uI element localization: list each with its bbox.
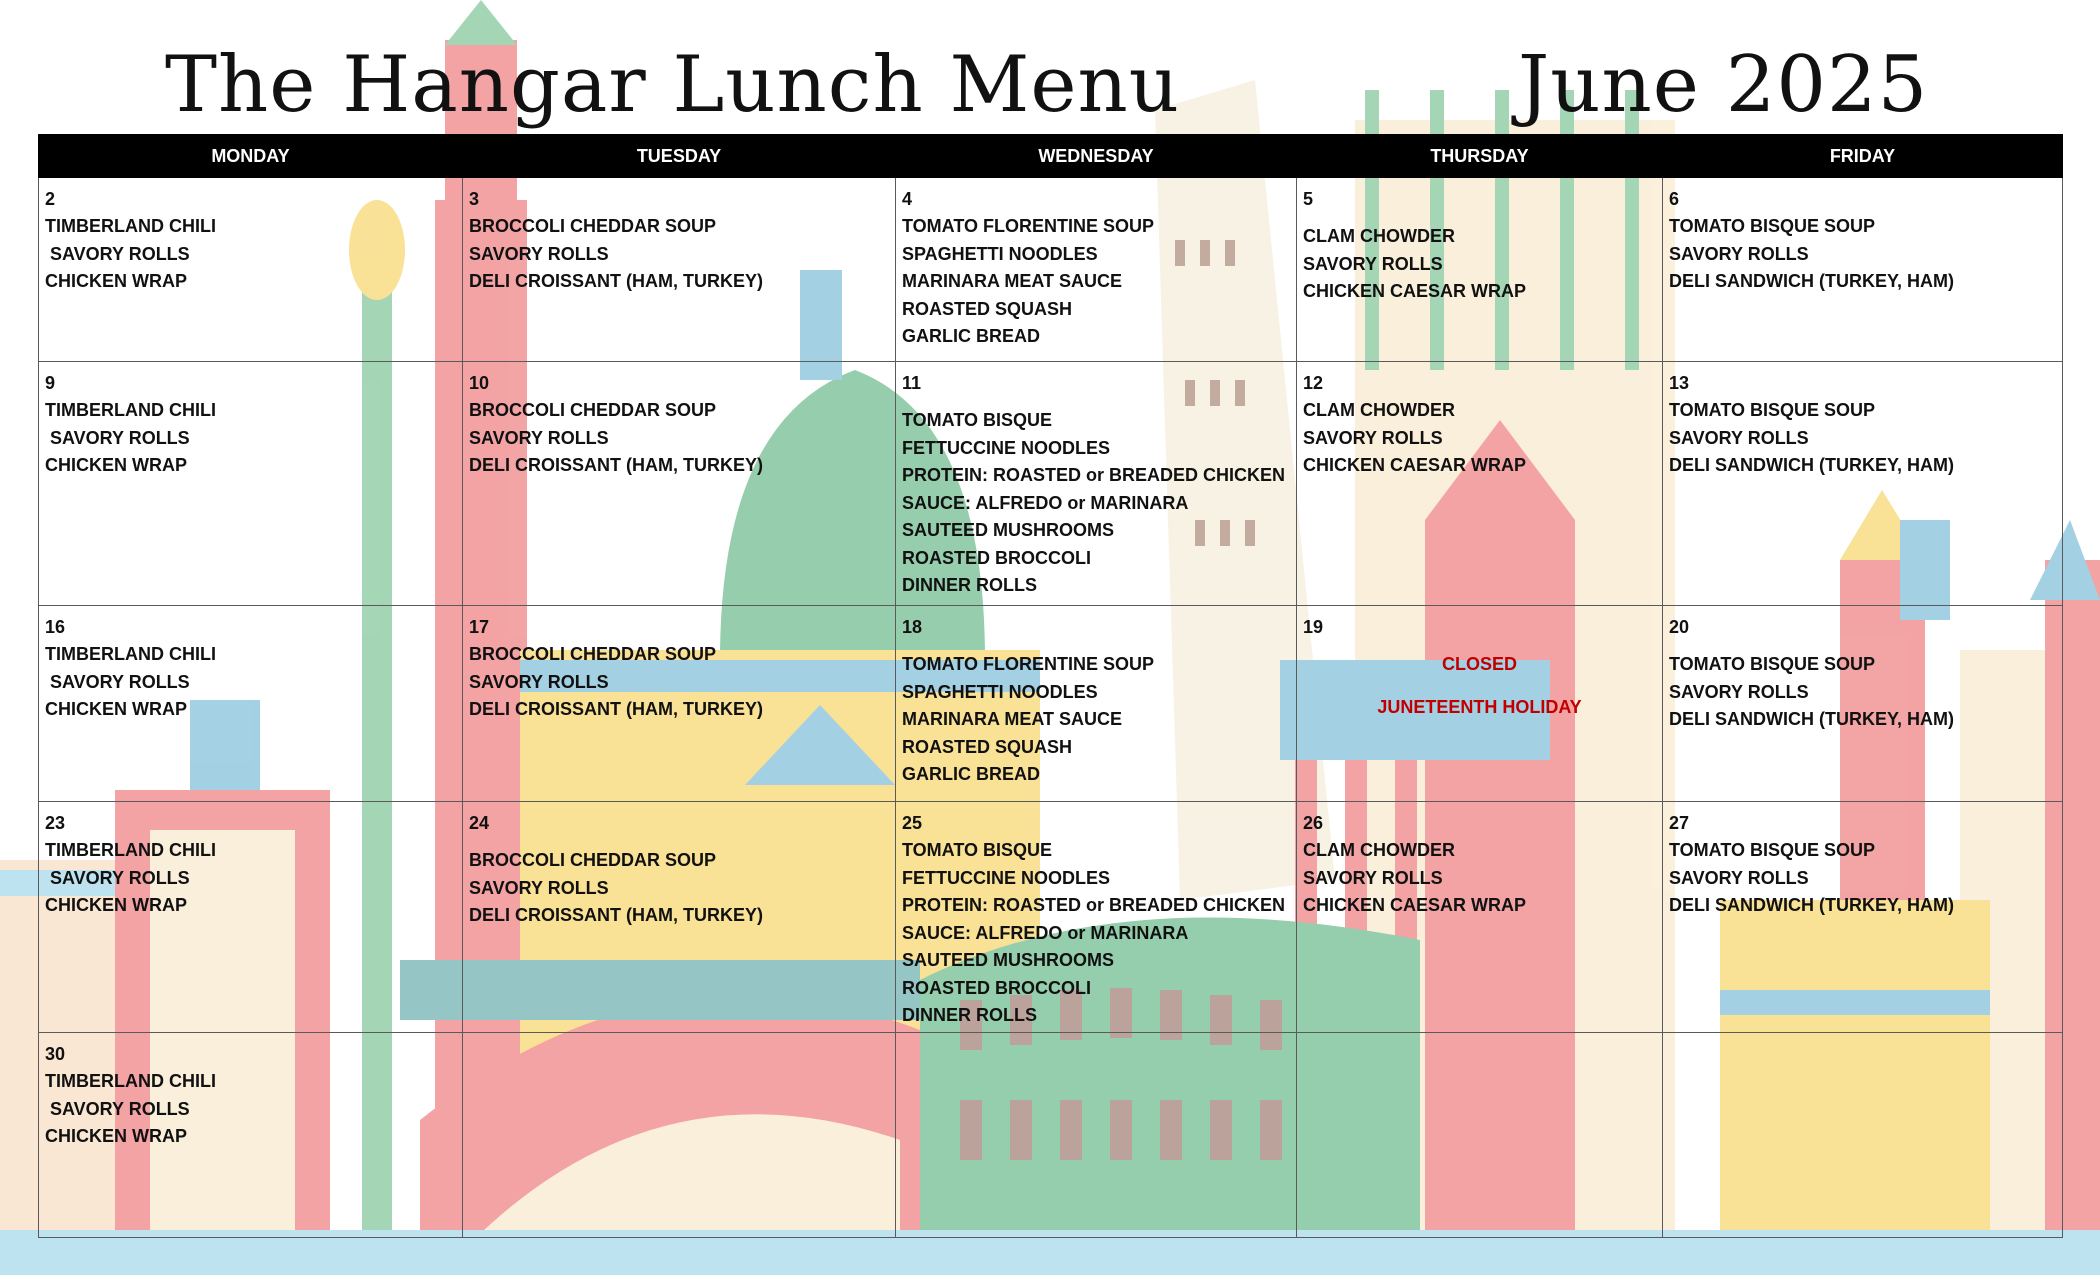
menu-item: TIMBERLAND CHILI (45, 1071, 216, 1091)
menu-item: SPAGHETTI NOODLES (902, 681, 1098, 702)
spacer (1669, 641, 2056, 651)
day-cell (1297, 606, 1663, 802)
menu-item: TIMBERLAND CHILI (45, 216, 216, 236)
menu-item: ROASTED BROCCOLI (902, 547, 1091, 568)
day-cell (39, 606, 463, 802)
weekday-header-row (39, 135, 2063, 178)
menu-item: TOMATO BISQUE SOUP (1669, 654, 1876, 674)
menu-item: BROCCOLI CHEDDAR SOUP (469, 850, 717, 870)
day-number: 9 (45, 373, 56, 393)
day-cell (1663, 362, 2063, 606)
day-number: 2 (45, 189, 56, 209)
menu-item: CHICKEN CAESAR WRAP (1303, 455, 1527, 475)
menu-item: CLAM CHOWDER (1303, 400, 1455, 420)
day-number: 10 (469, 373, 490, 393)
menu-item: TOMATO BISQUE SOUP (1669, 840, 1876, 860)
day-cell (463, 1033, 896, 1238)
spacer (1303, 641, 1656, 651)
menu-item: SAVORY ROLLS (45, 671, 190, 692)
menu-item: BROCCOLI CHEDDAR SOUP (469, 400, 717, 420)
week-row (39, 802, 2063, 1033)
menu-item: MARINARA MEAT SAUCE (902, 271, 1122, 291)
day-cell (1663, 802, 2063, 1033)
day-number: 4 (902, 189, 913, 209)
menu-item: DELI CROISSANT (HAM, TURKEY) (469, 271, 763, 291)
menu-item: TOMATO FLORENTINE SOUP (902, 654, 1155, 674)
menu-item: SAVORY ROLLS (1303, 253, 1443, 274)
day-cell (463, 802, 896, 1033)
day-cell (1663, 178, 2063, 362)
menu-item: TOMATO BISQUE (902, 840, 1053, 860)
menu-item: ROASTED BROCCOLI (902, 977, 1091, 998)
day-cell (896, 362, 1297, 606)
menu-item: CHICKEN WRAP (45, 271, 187, 291)
holiday-label: JUNETEENTH HOLIDAY (1377, 697, 1582, 717)
day-cell (1297, 802, 1663, 1033)
day-cell (39, 1033, 463, 1238)
menu-item: SAVORY ROLLS (1669, 243, 1809, 264)
week-row (39, 1033, 2063, 1238)
menu-item: SAUCE: ALFREDO or MARINARA (902, 922, 1189, 943)
menu-item: DELI SANDWICH (TURKEY, HAM) (1669, 895, 1954, 915)
day-number: 18 (902, 617, 923, 637)
menu-item: DELI SANDWICH (TURKEY, HAM) (1669, 455, 1954, 475)
day-number: 19 (1303, 617, 1324, 637)
week-row (39, 606, 2063, 802)
day-number: 20 (1669, 617, 1690, 637)
menu-item: SAVORY ROLLS (469, 877, 609, 898)
menu-item: SAVORY ROLLS (1669, 867, 1809, 888)
day-cell (896, 178, 1297, 362)
spacer (902, 641, 1290, 651)
weekday-header: WEDNESDAY (896, 135, 1297, 178)
menu-item: SAVORY ROLLS (469, 671, 609, 692)
day-number: 6 (1669, 189, 1680, 209)
menu-item: SAVORY ROLLS (469, 427, 609, 448)
menu-item: BROCCOLI CHEDDAR SOUP (469, 216, 717, 236)
menu-item: TIMBERLAND CHILI (45, 644, 216, 664)
day-number: 3 (469, 189, 480, 209)
menu-item: TIMBERLAND CHILI (45, 400, 216, 420)
menu-item: SAVORY ROLLS (45, 243, 190, 264)
menu-item: SAVORY ROLLS (45, 1098, 190, 1119)
menu-item: SPAGHETTI NOODLES (902, 243, 1098, 264)
menu-item: DELI CROISSANT (HAM, TURKEY) (469, 699, 763, 719)
day-number: 24 (469, 813, 490, 833)
day-number: 25 (902, 813, 923, 833)
menu-item: BROCCOLI CHEDDAR SOUP (469, 644, 717, 664)
menu-item: SAUTEED MUSHROOMS (902, 950, 1115, 970)
menu-item: CHICKEN CAESAR WRAP (1303, 895, 1527, 915)
day-number: 17 (469, 617, 490, 637)
day-cell (463, 606, 896, 802)
menu-item: TOMATO BISQUE SOUP (1669, 400, 1876, 420)
menu-item: FETTUCCINE NOODLES (902, 437, 1111, 458)
lunch-calendar (38, 134, 2063, 1238)
closed-label: CLOSED (1441, 654, 1517, 674)
day-number: 27 (1669, 813, 1690, 833)
day-cell (1297, 178, 1663, 362)
menu-item: DELI CROISSANT (HAM, TURKEY) (469, 455, 763, 475)
day-number: 11 (902, 373, 922, 393)
menu-item: SAVORY ROLLS (469, 243, 609, 264)
menu-item: ROASTED SQUASH (902, 736, 1073, 757)
menu-item: SAVORY ROLLS (45, 867, 190, 888)
menu-item: SAVORY ROLLS (45, 427, 190, 448)
spacer (1303, 213, 1656, 223)
menu-item: DINNER ROLLS (902, 575, 1037, 595)
weekday-header: MONDAY (39, 135, 463, 178)
weekday-header: FRIDAY (1663, 135, 2063, 178)
menu-item: TOMATO BISQUE (902, 410, 1053, 430)
menu-item: GARLIC BREAD (902, 326, 1040, 346)
menu-item: SAVORY ROLLS (1303, 867, 1443, 888)
menu-item: MARINARA MEAT SAUCE (902, 709, 1122, 729)
menu-item: CHICKEN WRAP (45, 699, 187, 719)
week-row (39, 178, 2063, 362)
menu-item: DINNER ROLLS (902, 1005, 1037, 1025)
day-number: 5 (1303, 189, 1314, 209)
menu-item: SAVORY ROLLS (1303, 427, 1443, 448)
day-cell (1663, 606, 2063, 802)
day-cell (39, 362, 463, 606)
weekday-header: THURSDAY (1297, 135, 1663, 178)
day-cell (896, 1033, 1297, 1238)
day-cell (896, 802, 1297, 1033)
day-number: 26 (1303, 813, 1324, 833)
menu-item: CHICKEN CAESAR WRAP (1303, 281, 1527, 301)
menu-item: FETTUCCINE NOODLES (902, 867, 1111, 888)
day-number: 30 (45, 1044, 66, 1064)
menu-item: DELI CROISSANT (HAM, TURKEY) (469, 905, 763, 925)
spacer (469, 837, 889, 847)
menu-item: ROASTED SQUASH (902, 298, 1073, 319)
menu-item: CLAM CHOWDER (1303, 226, 1455, 246)
day-number: 12 (1303, 373, 1324, 393)
day-cell (463, 178, 896, 362)
menu-item: SAVORY ROLLS (1669, 681, 1809, 702)
menu-item: DELI SANDWICH (TURKEY, HAM) (1669, 271, 1954, 291)
menu-item: TOMATO FLORENTINE SOUP (902, 216, 1155, 236)
menu-item: DELI SANDWICH (TURKEY, HAM) (1669, 709, 1954, 729)
spacer (902, 397, 1290, 407)
weekday-header: TUESDAY (463, 135, 896, 178)
menu-item: CHICKEN WRAP (45, 1126, 187, 1146)
day-number: 16 (45, 617, 66, 637)
day-cell (39, 802, 463, 1033)
day-cell (896, 606, 1297, 802)
day-cell (463, 362, 896, 606)
week-row (39, 362, 2063, 606)
day-number: 13 (1669, 373, 1690, 393)
day-cell (1297, 1033, 1663, 1238)
day-cell (1663, 1033, 2063, 1238)
day-cell (1297, 362, 1663, 606)
day-cell (39, 178, 463, 362)
menu-item: TOMATO BISQUE SOUP (1669, 216, 1876, 236)
menu-item: CHICKEN WRAP (45, 455, 187, 475)
menu-item: SAUCE: ALFREDO or MARINARA (902, 492, 1189, 513)
spacer (1303, 678, 1656, 694)
menu-item: GARLIC BREAD (902, 764, 1040, 784)
month-title: June 2025 (1518, 40, 1929, 130)
menu-item: CLAM CHOWDER (1303, 840, 1455, 860)
menu-item: SAVORY ROLLS (1669, 427, 1809, 448)
menu-item: CHICKEN WRAP (45, 895, 187, 915)
menu-item: SAUTEED MUSHROOMS (902, 520, 1115, 540)
menu-title: The Hangar Lunch Menu (165, 40, 1180, 130)
day-number: 23 (45, 813, 66, 833)
menu-item: PROTEIN: ROASTED or BREADED CHICKEN (902, 895, 1286, 915)
menu-item: PROTEIN: ROASTED or BREADED CHICKEN (902, 465, 1286, 485)
menu-item: TIMBERLAND CHILI (45, 840, 216, 860)
